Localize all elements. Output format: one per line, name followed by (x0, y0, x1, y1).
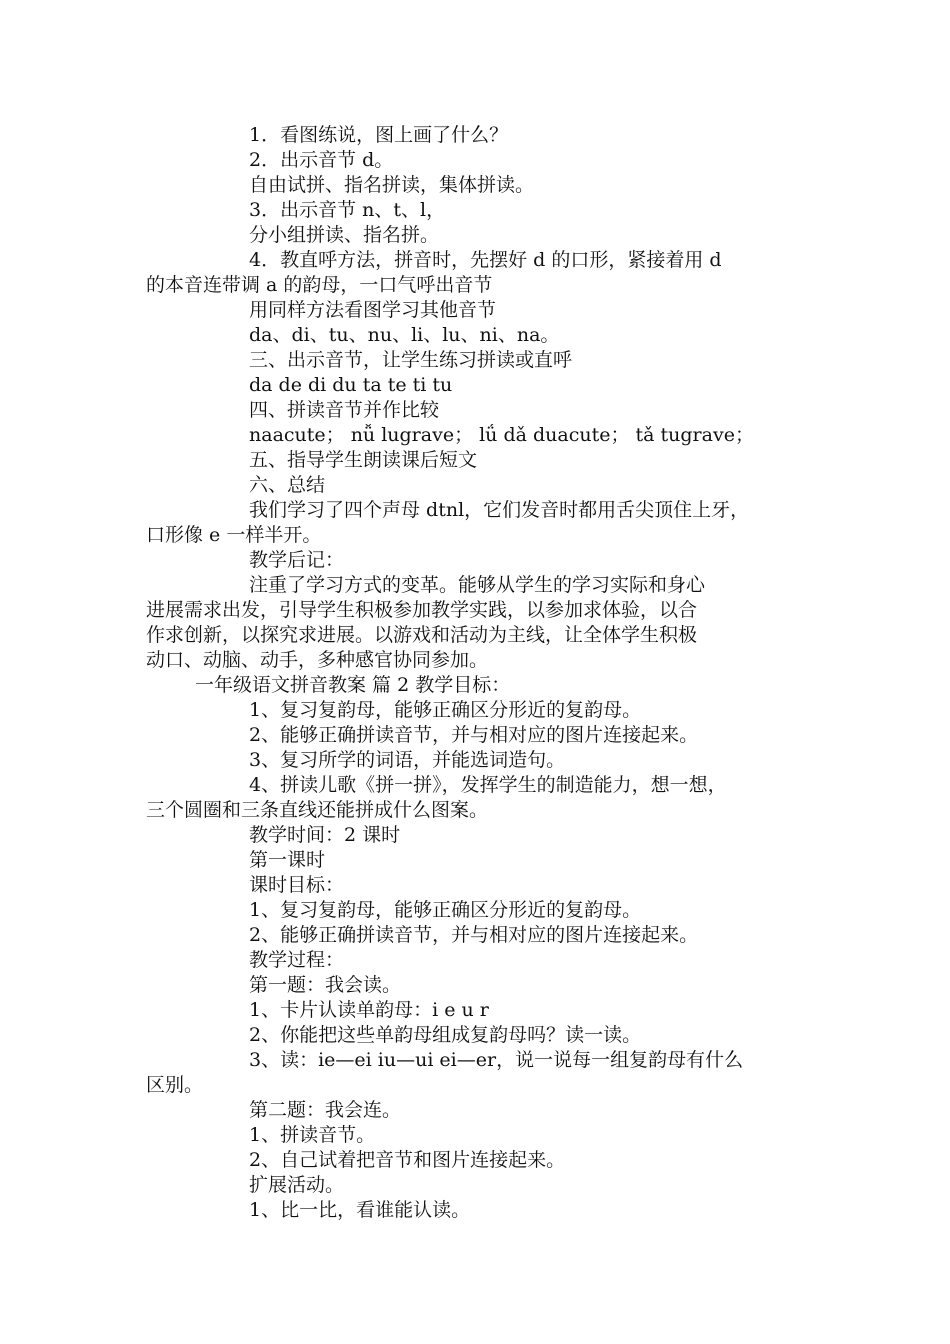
text-line: 1、复习复韵母，能够正确区分形近的复韵母。 (249, 699, 642, 721)
text-line: 2、自己试着把音节和图片连接起来。 (249, 1149, 566, 1171)
text-line: 五、指导学生朗读课后短文 (249, 449, 478, 471)
text-line: 三、出示音节，让学生练习拼读或直呼 (249, 349, 573, 371)
text-line: 分小组拼读、指名拼。 (249, 224, 440, 246)
text-line: 我们学习了四个声母 dtnl，它们发音时都用舌尖顶住上牙， (249, 499, 750, 521)
text-line: da、di、tu、nu、li、lu、ni、na。 (249, 324, 560, 346)
text-line: 四、拼读音节并作比较 (249, 399, 440, 421)
text-line: 3、读：ie—ei iu—ui ei—er，说一说每一组复韵母有什么 (249, 1049, 744, 1071)
text-line: 三个圆圈和三条直线还能拼成什么图案。 (146, 799, 489, 821)
text-line: 1、复习复韵母，能够正确区分形近的复韵母。 (249, 899, 642, 921)
text-line: naacute； nǚ lugrave； lǘ dǎ duacute； tǎ tugrave； (249, 424, 754, 446)
text-line: 口形像 e 一样半开。 (146, 524, 322, 546)
text-line: 2．出示音节 d。 (249, 149, 394, 171)
text-line: 1、拼读音节。 (249, 1124, 376, 1146)
text-line: 动口、动脑、动手，多种感官协同参加。 (146, 649, 489, 671)
text-line: 进展需求出发，引导学生积极参加教学实践，以参加求体验，以合 (146, 599, 698, 621)
text-line: 的本音连带调 a 的韵母，一口气呼出音节 (146, 274, 493, 296)
text-line: 4、拼读儿歌《拼一拼》，发挥学生的制造能力，想一想， (249, 774, 727, 796)
text-line: 1、卡片认读单韵母：i e u r (249, 999, 489, 1021)
text-line: 第一课时 (249, 849, 326, 871)
text-line: 3．出示音节 n、t、l， (249, 199, 446, 221)
text-line: 教学过程： (249, 949, 345, 971)
text-line: 教学时间：2 课时 (249, 824, 401, 846)
text-line: 用同样方法看图学习其他音节 (249, 299, 497, 321)
text-line: 课时目标： (249, 874, 345, 896)
text-line: 1．看图练说，图上画了什么？ (249, 124, 509, 146)
text-line: 作求创新，以探究求进展。以游戏和活动为主线，让全体学生积极 (146, 624, 698, 646)
text-line: 2、能够正确拼读音节，并与相对应的图片连接起来。 (249, 924, 699, 946)
text-line: 注重了学习方式的变革。能够从学生的学习实际和身心 (249, 574, 706, 596)
section-heading: 一年级语文拼音教案 篇 2 教学目标： (195, 674, 511, 696)
text-line: 六、总结 (249, 474, 326, 496)
text-line: 第一题：我会读。 (249, 974, 402, 996)
text-line: 区别。 (146, 1074, 204, 1096)
text-line: 1、比一比，看谁能认读。 (249, 1199, 471, 1221)
text-line: 教学后记： (249, 549, 345, 571)
text-line: 自由试拼、指名拼读，集体拼读。 (249, 174, 535, 196)
text-line: 2、能够正确拼读音节，并与相对应的图片连接起来。 (249, 724, 699, 746)
text-line: 3、复习所学的词语，并能选词造句。 (249, 749, 566, 771)
text-line: 4．教直呼方法，拼音时，先摆好 d 的口形，紧接着用 d (249, 249, 722, 271)
text-line: 2、你能把这些单韵母组成复韵母吗？读一读。 (249, 1024, 642, 1046)
text-line: 扩展活动。 (249, 1174, 345, 1196)
text-line: 第二题：我会连。 (249, 1099, 402, 1121)
text-line: da de di du ta te ti tu (249, 374, 453, 396)
